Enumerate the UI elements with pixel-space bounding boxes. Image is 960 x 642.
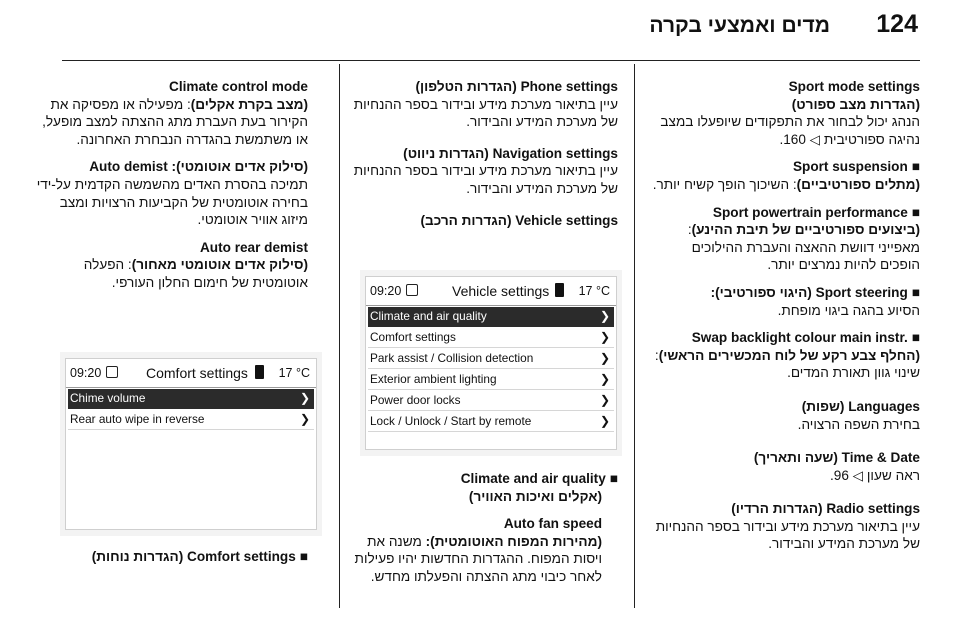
- screen-title: Vehicle settings: [452, 283, 550, 299]
- chevron-right-icon: ❯: [599, 393, 610, 407]
- column-right: [648, 78, 920, 563]
- chevron-right-icon: ❯: [599, 330, 610, 344]
- menu-item-comfort[interactable]: Comfort settings ❯: [368, 328, 614, 348]
- auto-demist-item: (סילוק אדים אוטומטי): Auto demist תמיכה בהסרת האדים מהשמשה הקדמית על-ידי בחירה אוטומטית של הקביעות הרצויות ומצב מיזוג אוויר אוטומטי.: [36, 159, 308, 228]
- auto-fan-item: Auto fan speed (מהירות המפוח האוטומטית): משנה את ויסות המפוח. ההגדרות החדשות יהיו פעילות לאחר כיבוי מתג ההצתה והפעלתו מחדש.: [354, 516, 602, 584]
- swap-backlight-item: ■Swap backlight colour main instr. (החלף צבע רקע של לוח המכשירים הראשי): שינוי גוון תאורת המדים.: [654, 330, 920, 381]
- clock-icon: [106, 366, 118, 378]
- phone-icon: [255, 365, 264, 379]
- chevron-right-icon: ❯: [599, 414, 610, 428]
- menu-item-chime-volume[interactable]: Chime volume ❯: [68, 389, 314, 409]
- sport-mode-section: Sport mode settings (הגדרות מצב ספורט) הנהג יכול לבחור את התפקודים שיופעלו במצב נהיגה ספורטיבית ◁ 160.: [660, 79, 920, 147]
- column-middle-lower: [346, 470, 618, 596]
- phone-icon: [555, 283, 564, 297]
- page-number: 124: [876, 10, 918, 38]
- comfort-caption: [36, 548, 308, 576]
- header-rule: [62, 60, 920, 61]
- column-divider-right: [634, 64, 635, 608]
- navigation-section: Navigation settings (הגדרות ניווט) עיין בתיאור מערכת מידע ובידור בספר ההנחיות של מערכת המידע והבידור.: [353, 145, 618, 196]
- radio-section: Radio settings (הגדרות הרדיו) עיין בתיאור מערכת מידע ובידור בספר ההנחיות של מערכת המידע והבידור.: [655, 501, 920, 552]
- menu-item-power-door-locks[interactable]: Power door locks ❯: [368, 391, 614, 411]
- column-middle: [346, 78, 618, 239]
- column-left: [36, 78, 308, 302]
- clock-icon: [406, 284, 418, 296]
- chevron-right-icon: ❯: [299, 391, 310, 405]
- auto-rear-demist-item: Auto rear demist (סילוק אדים אוטומטי מאחור): הפעלה אוטומטית של חימום החלון העורפי.: [83, 239, 308, 290]
- menu-item-park-assist[interactable]: Park assist / Collision detection ❯: [368, 349, 614, 369]
- climate-item: ■Climate and air quality (אקלים ואיכות האוויר): [460, 471, 618, 504]
- phone-section: Phone settings (הגדרות הטלפון) עיין בתיאור מערכת מידע ובידור בספר ההנחיות של מערכת המידע והבידור.: [353, 79, 618, 130]
- comfort-settings-screenshot: [60, 352, 322, 536]
- time-date-section: Time & Date (שעה ותאריך) ראה שעון ◁ 96.: [753, 450, 920, 483]
- column-divider-left: [339, 64, 340, 608]
- status-time: 09:20: [70, 366, 102, 380]
- sport-powertrain-item: ■Sport powertrain performance (ביצועים ספורטיביים של תיבת ההינע): מאפייני דוושת ההאצה והעברת ההילוכים הופכים להיות נמרצים יותר.: [687, 204, 920, 273]
- sport-steering-item: ■Sport steering (היגוי ספורטיבי): הסיוע בהגה ביגוי מופחת.: [710, 284, 920, 318]
- outside-temperature: 17 °C: [578, 284, 610, 298]
- screen-title: Comfort settings: [146, 365, 248, 381]
- status-time: 09:20: [370, 284, 402, 298]
- chevron-right-icon: ❯: [599, 309, 610, 323]
- page-header-title: מדים ואמצעי בקרה: [649, 14, 830, 37]
- menu-item-climate[interactable]: Climate and air quality ❯: [368, 307, 614, 327]
- sport-suspension-item: ■Sport suspension (מתלים ספורטיביים): השיכוך הופך קשיח יותר.: [652, 159, 920, 192]
- vehicle-settings-screenshot: [360, 270, 622, 456]
- chevron-right-icon: ❯: [599, 351, 610, 365]
- chevron-right-icon: ❯: [599, 372, 610, 386]
- outside-temperature: 17 °C: [278, 366, 310, 380]
- menu-item-lock-unlock[interactable]: Lock / Unlock / Start by remote ❯: [368, 412, 614, 432]
- vehicle-section: Vehicle settings (הגדרות הרכב): [420, 212, 618, 228]
- comfort-item: ■Comfort settings (הגדרות נוחות): [91, 549, 308, 564]
- chevron-right-icon: ❯: [299, 412, 310, 426]
- menu-item-rear-auto-wipe[interactable]: Rear auto wipe in reverse ❯: [68, 410, 314, 430]
- climate-mode-item: Climate control mode (מצב בקרת אקלים): מפעילה או מפסיקה את הקירור בעת העברת מתג ההצתה למצב מופעל, או משתמשת בהגדרה הנבחרת האחרונה.: [42, 79, 308, 147]
- languages-section: Languages (שפות) בחירת השפה הרצויה.: [797, 398, 920, 432]
- menu-item-exterior-lighting[interactable]: Exterior ambient lighting ❯: [368, 370, 614, 390]
